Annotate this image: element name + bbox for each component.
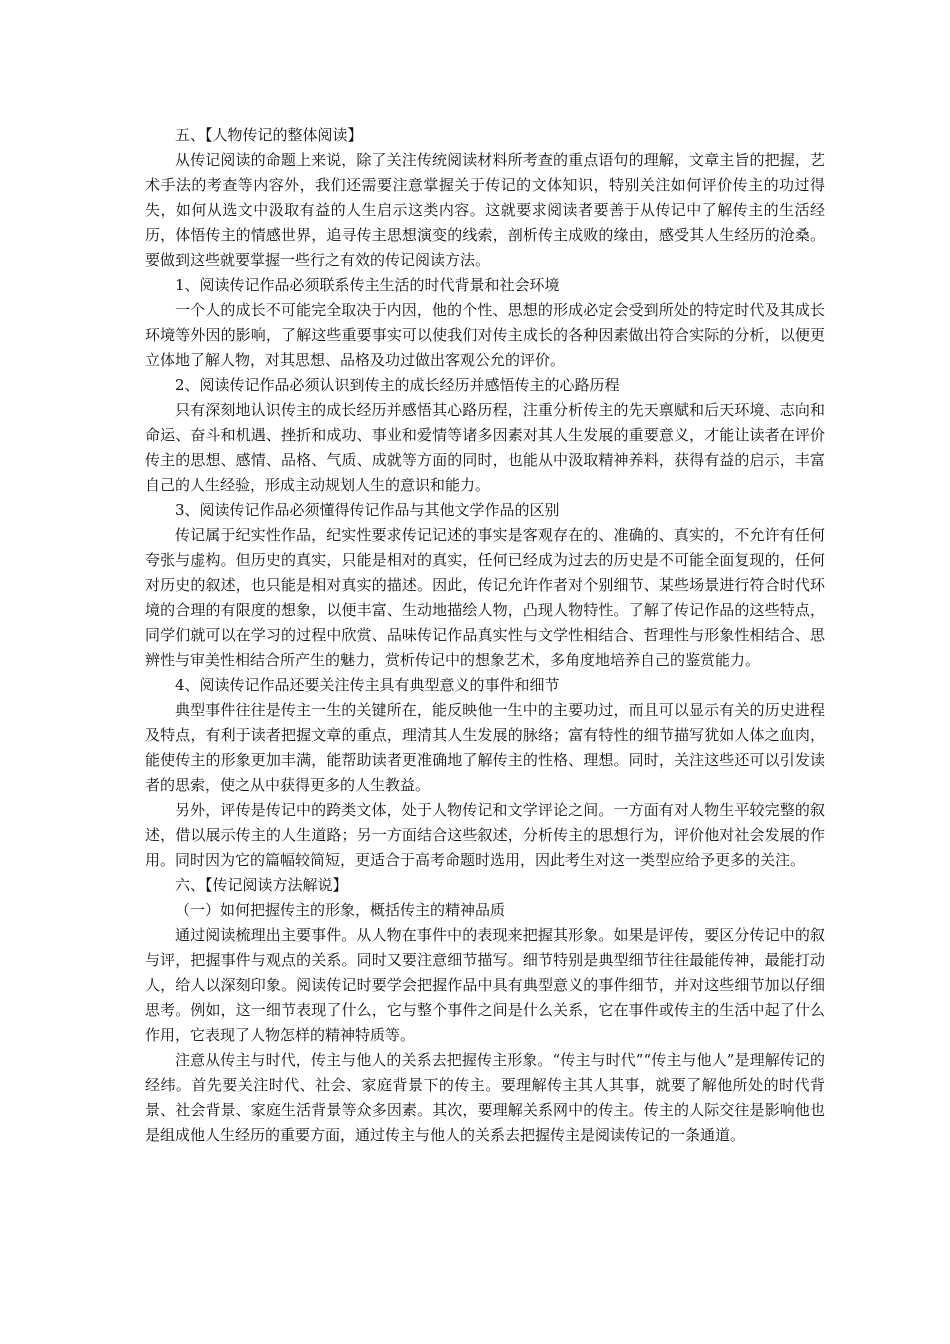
method-paragraph-1: 一个人的成长不可能完全取决于内因，他的个性、思想的形成必定会受到所处的特定时代及其成长环境等外因的影响，了解这些重要事实可以使我们对传主成长的各种因素做出符合实际的分析，以便更立体地了解人物，对其思想、品格及功过做出客观公允的评价。 (145, 301, 825, 369)
method-paragraph-4: 典型事件往往是传主一生的关键所在，能反映他一生中的主要功过，而且可以显示有关的历史进程及特点，有利于读者把握文章的重点，理清其人生发展的脉络；富有特性的细节描写犹如人体之血肉，能使传主的形象更加丰满，能帮助读者更准确地了解传主的性格、理想。同时，关注这些还可以引发读者的思索，使之从中获得更多的人生教益。 (145, 701, 825, 794)
section-heading-5: 五、【人物传记的整体阅读】 (175, 126, 363, 144)
intro-paragraph: 从传记阅读的命题上来说，除了关注传统阅读材料所考查的重点语句的理解，文章主旨的把握，艺术手法的考查等内容外，我们还需要注意掌握关于传记的文体知识，特别关注如何评价传主的功过得失，如何从选文中汲取有益的人生启示这类内容。这就要求阅读者要善于从传记中了解传主的生活经历，体悟传主的情感世界，追寻传主思想演变的线索，剖析传主成败的缘由，感受其人生经历的沧桑。要做到这些就要掌握一些行之有效的传记阅读方法。 (145, 151, 825, 269)
method-heading-4: 4、阅读传记作品还要关注传主具有典型意义的事件和细节 (175, 676, 560, 694)
subsection-heading-1: （一）如何把握传主的形象，概括传主的精神品质 (175, 901, 506, 919)
method-heading-3: 3、阅读传记作品必须懂得传记作品与其他文学作品的区别 (175, 501, 560, 519)
section-heading-6: 六、【传记阅读方法解说】 (175, 876, 348, 894)
method-paragraph-3: 传记属于纪实性作品，纪实性要求传记记述的事实是客观存在的、准确的、真实的，不允许有任何夸张与虚构。但历史的真实，只能是相对的真实，任何已经成为过去的历史是不可能全面复现的，任何对历史的叙述，也只能是相对真实的描述。因此，传记允许作者对个别细节、某些场景进行符合时代环境的合理的有限度的想象，以便丰富、生动地描绘人物，凸现人物特性。了解了传记作品的这些特点，同学们就可以在学习的过程中欣赏、品味传记作品真实性与文学性相结合、哲理性与形象性相结合、思辨性与审美性相结合所产生的魅力，赏析传记中的想象艺术，多角度地培养自己的鉴赏能力。 (145, 526, 825, 669)
method-heading-2: 2、阅读传记作品必须认识到传主的成长经历并感悟传主的心路历程 (175, 376, 620, 394)
subsection-paragraph-1: 通过阅读梳理出主要事件。从人物在事件中的表现来把握其形象。如果是评传，要区分传记中的叙与评，把握事件与观点的关系。同时又要注意细节描写。细节特别是典型细节往往最能传神，最能打动人，给人以深刻印象。阅读传记时要学会把握作品中具有典型意义的事件细节，并对这些细节加以仔细思考。例如，这一细节表现了什么，它与整个事件之间是什么关系，它在事件或传主的生活中起了什么作用，它表现了人物怎样的精神特质等。 (145, 926, 825, 1044)
method-heading-1: 1、阅读传记作品必须联系传主生活的时代背景和社会环境 (175, 276, 560, 294)
method-paragraph-2: 只有深刻地认识传主的成长经历并感悟其心路历程，注重分析传主的先天禀赋和后天环境、志向和命运、奋斗和机遇、挫折和成功、事业和爱情等诸多因素对其人生发展的重要意义，才能让读者在评价传主的思想、感情、品格、气质、成就等方面的同时，也能从中汲取精神养料，获得有益的启示，丰富自己的人生经验，形成主动规划人生的意识和能力。 (145, 401, 825, 494)
commentary-biography-paragraph: 另外，评传是传记中的跨类文体，处于人物传记和文学评论之间。一方面有对人物生平较完整的叙述，借以展示传主的人生道路；另一方面结合这些叙述，分析传主的思想行为，评价他对社会发展的作用。同时因为它的篇幅较简短，更适合于高考命题时选用，因此考生对这一类型应给予更多的关注。 (145, 801, 825, 869)
document-body (145, 123, 825, 1148)
subsection-paragraph-2: 注意从传主与时代，传主与他人的关系去把握传主形象。“传主与时代”“传主与他人”是理解传记的经纬。首先要关注时代、社会、家庭背景下的传主。要理解传主其人其事，就要了解他所处的时代背景、社会背景、家庭生活背景等众多因素。其次，要理解关系网中的传主。传主的人际交往是影响他也是组成他人生经历的重要方面，通过传主与他人的关系去把握传主是阅读传记的一条通道。 (145, 1051, 825, 1144)
